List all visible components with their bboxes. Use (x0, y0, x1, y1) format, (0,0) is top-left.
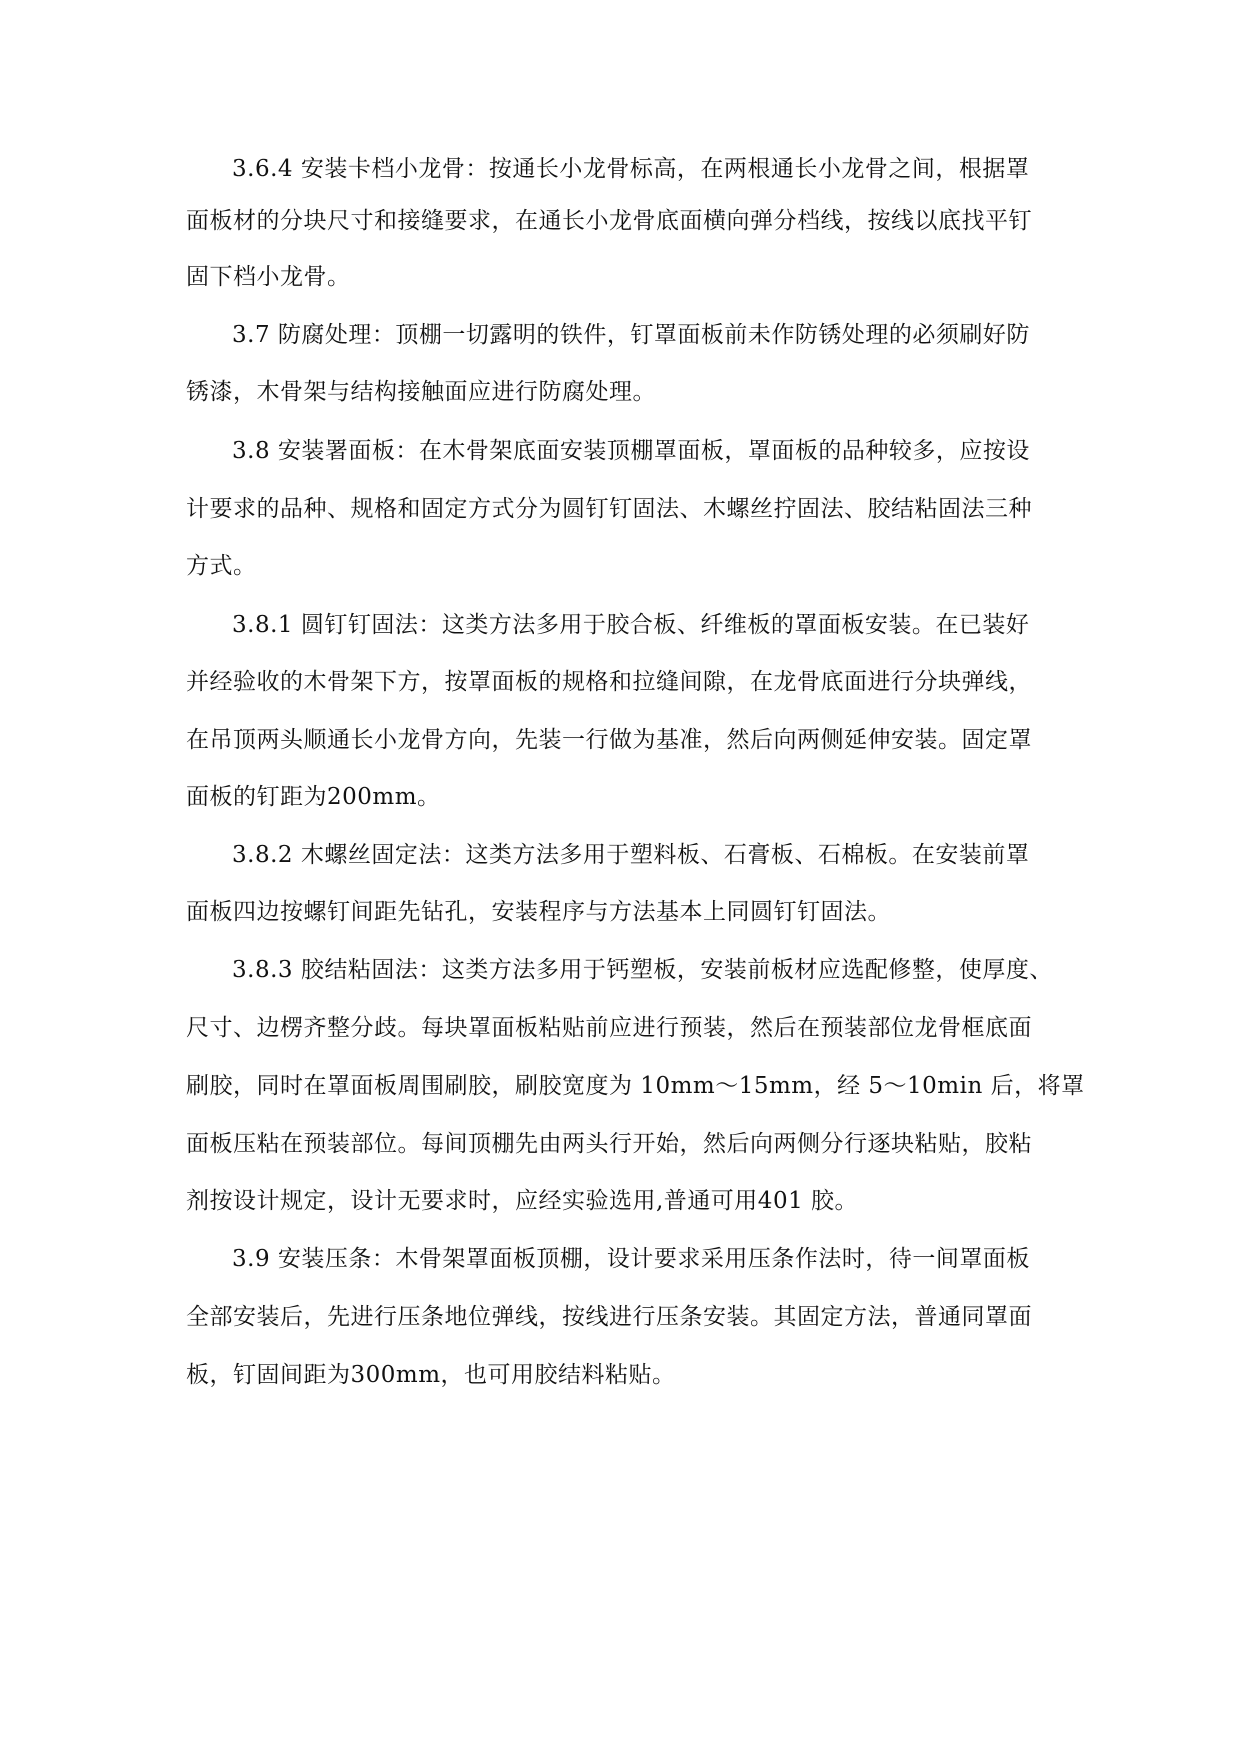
paragraph-3-9-line-1: 3.9 安装压条：木骨架罩面板顶棚，设计要求采用压条作法时，待一间罩面板 (232, 1246, 1030, 1272)
paragraph-3-8-2-line-1: 3.8.2 木螺丝固定法：这类方法多用于塑料板、石膏板、石棉板。在安装前罩 (232, 842, 1030, 868)
paragraph-3-7-line-1: 3.7 防腐处理：顶棚一切露明的铁件，钉罩面板前未作防锈处理的必须刷好防 (232, 322, 1030, 348)
paragraph-3-8-1-line-2: 并经验收的木骨架下方，按罩面板的规格和拉缝间隙，在龙骨底面进行分块弹线， (186, 669, 1032, 695)
paragraph-3-8-3-line-4: 面板压粘在预装部位。每间顶棚先由两头行开始，然后向两侧分行逐块粘贴，胶粘 (186, 1131, 1032, 1157)
paragraph-3-8-1-line-1: 3.8.1 圆钉钉固法：这类方法多用于胶合板、纤维板的罩面板安装。在已装好 (232, 612, 1030, 638)
paragraph-3-6-4-line-1: 3.6.4 安装卡档小龙骨：按通长小龙骨标高，在两根通长小龙骨之间，根据罩 (232, 156, 1030, 182)
paragraph-3-7-line-2: 锈漆，木骨架与结构接触面应进行防腐处理。 (186, 379, 656, 405)
paragraph-3-8-line-1: 3.8 安装署面板：在木骨架底面安装顶棚罩面板，罩面板的品种较多，应按设 (232, 438, 1030, 464)
paragraph-3-8-3-line-5: 剂按设计规定，设计无要求时，应经实验选用,普通可用401 胶。 (186, 1188, 859, 1214)
paragraph-3-8-3-line-1: 3.8.3 胶结粘固法：这类方法多用于钙塑板，安装前板材应选配修整，使厚度、 (232, 957, 1053, 983)
paragraph-3-8-2-line-2: 面板四边按螺钉间距先钻孔，安装程序与方法基本上同圆钉钉固法。 (186, 899, 891, 925)
paragraph-3-8-line-2: 计要求的品种、规格和固定方式分为圆钉钉固法、木螺丝拧固法、胶结粘固法三种 (186, 496, 1032, 522)
paragraph-3-8-line-3: 方式。 (186, 553, 257, 579)
paragraph-3-9-line-3: 板，钉固间距为300mm，也可用胶结料粘贴。 (186, 1362, 676, 1388)
paragraph-3-8-1-line-3: 在吊顶两头顺通长小龙骨方向，先装一行做为基准，然后向两侧延伸安装。固定罩 (186, 727, 1032, 753)
paragraph-3-8-1-line-4: 面板的钉距为200mm。 (186, 784, 441, 810)
paragraph-3-8-3-line-2: 尺寸、边楞齐整分歧。每块罩面板粘贴前应进行预装，然后在预装部位龙骨框底面 (186, 1015, 1032, 1041)
paragraph-3-9-line-2: 全部安装后，先进行压条地位弹线，按线进行压条安装。其固定方法，普通同罩面 (186, 1304, 1032, 1330)
paragraph-3-8-3-line-3: 刷胶，同时在罩面板周围刷胶，刷胶宽度为 10mm～15mm，经 5～10min 后，将罩 (186, 1073, 1085, 1099)
paragraph-3-6-4-line-3: 固下档小龙骨。 (186, 264, 351, 290)
paragraph-3-6-4-line-2: 面板材的分块尺寸和接缝要求，在通长小龙骨底面横向弹分档线，按线以底找平钉 (186, 208, 1032, 234)
